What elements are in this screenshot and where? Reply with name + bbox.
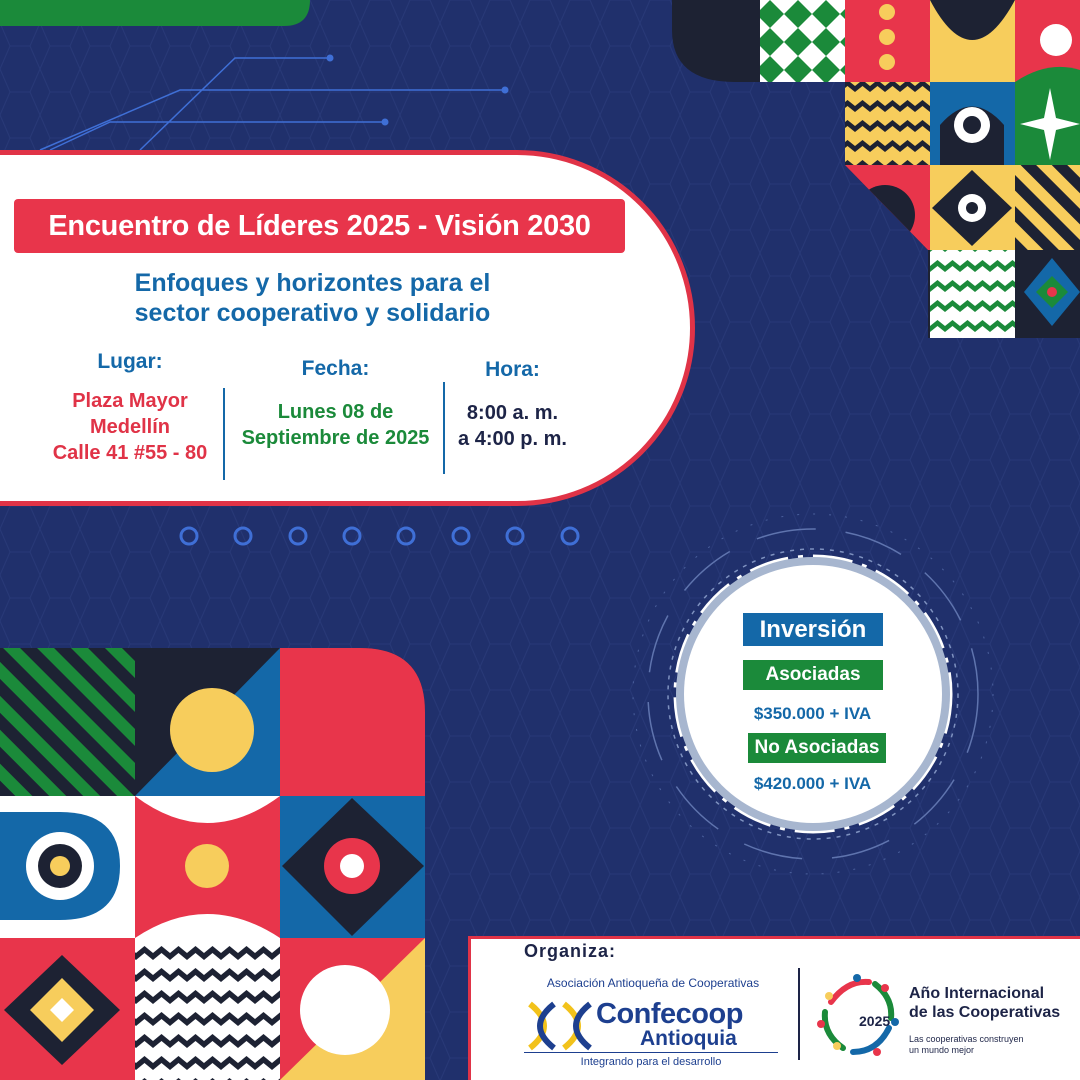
hora-column xyxy=(445,358,580,452)
lugar-line: Calle 41 #55 - 80 xyxy=(52,442,208,464)
iyc-title-line: de las Cooperativas xyxy=(909,1004,1061,1021)
hora-label: Hora: xyxy=(485,358,540,381)
iyc-year: 2025 xyxy=(859,1013,891,1029)
lugar-label: Lugar: xyxy=(97,350,163,373)
iyc-slogan xyxy=(909,1034,1024,1056)
brand-name: Confecoop xyxy=(596,998,743,1030)
confecoop-logo-icon xyxy=(524,1000,596,1052)
brand-region: Antioquia xyxy=(640,1027,737,1050)
iyc-title xyxy=(909,984,1060,1022)
event-title: Encuentro de Líderes 2025 - Visión 2030 xyxy=(48,209,591,242)
event-subtitle xyxy=(60,268,565,328)
hora-line: a 4:00 p. m. xyxy=(458,428,567,450)
brand-slogan: Integrando para el desarrollo xyxy=(580,1056,722,1068)
members-price: $350.000 + IVA xyxy=(753,704,872,723)
pricing-heading: Inversión xyxy=(743,613,883,646)
column-divider xyxy=(223,388,225,480)
hora-value xyxy=(445,400,580,452)
non-members-label: No Asociadas xyxy=(748,733,886,763)
lugar-column xyxy=(30,350,230,466)
subtitle-line: sector cooperativo y solidario xyxy=(134,299,491,327)
subtitle-line: Enfoques y horizontes para el xyxy=(134,269,491,297)
lugar-value xyxy=(30,388,230,466)
fecha-value xyxy=(228,399,443,451)
fecha-line: Septiembre de 2025 xyxy=(241,427,430,449)
lugar-line: Medellín xyxy=(89,416,170,438)
fecha-label: Fecha: xyxy=(301,357,370,380)
hora-line: 8:00 a. m. xyxy=(466,402,559,424)
fecha-line: Lunes 08 de xyxy=(277,401,394,423)
non-members-price: $420.000 + IVA xyxy=(753,774,872,793)
brand-rule xyxy=(524,1052,778,1053)
fecha-column xyxy=(228,357,443,451)
lugar-line: Plaza Mayor xyxy=(72,390,188,412)
event-title-banner xyxy=(14,199,625,253)
organizer-label: Organiza: xyxy=(524,941,617,961)
association-name: Asociación Antioqueña de Cooperativas xyxy=(546,976,760,990)
iyc-slogan-line: un mundo mejor xyxy=(909,1045,975,1055)
iyc-slogan-line: Las cooperativas construyen xyxy=(909,1034,1024,1044)
organizer-divider xyxy=(798,968,800,1060)
members-label: Asociadas xyxy=(743,660,883,690)
iyc-title-line: Año Internacional xyxy=(909,985,1045,1002)
